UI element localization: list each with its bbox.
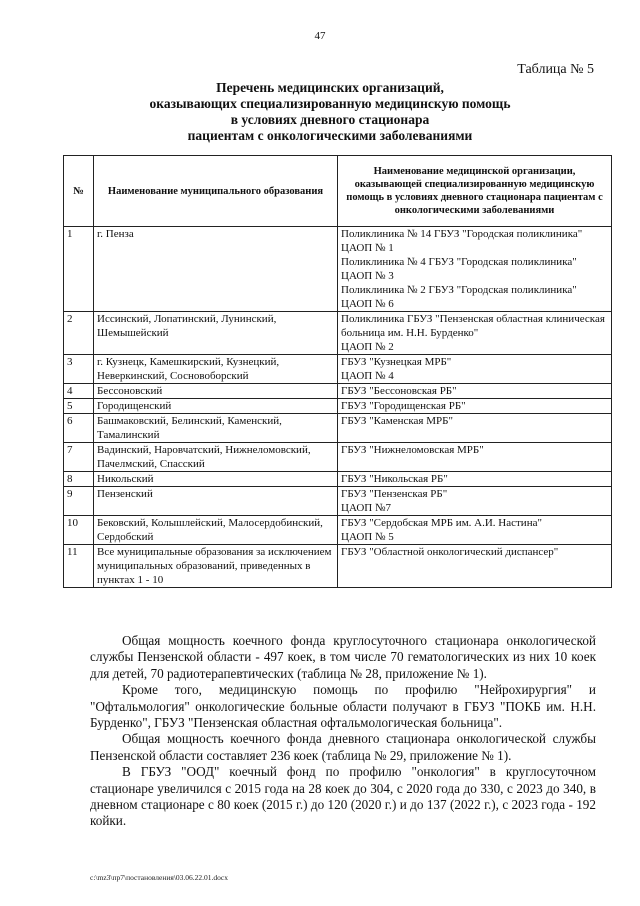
paragraph: В ГБУЗ "ООД" коечный фонд по профилю "онкология" в круглосуточном стационаре увеличился с 2015 года на 28 коек до 304, с 2020 года до 330, с 2023 до 340, в дневном стационаре с 80 коек (2015 г.) до 120 (2020 г.) и до 137 (2022 г.), с 2023 года - 192 койки. (90, 764, 596, 829)
row-number: 7 (64, 443, 94, 472)
organization-name: Поликлиника ГБУЗ "Пензенская областная клиническая больница им. Н.Н. Бурденко" (341, 313, 605, 339)
table-row (64, 399, 612, 414)
row-municipality: г. Пенза (94, 227, 338, 312)
organization-name: ГБУЗ "Каменская МРБ" (341, 415, 453, 427)
row-municipality: г. Кузнецк, Камешкирский, Кузнецкий, Неверкинский, Сосновоборский (94, 355, 338, 384)
row-municipality: Башмаковский, Белинский, Каменский, Тамалинский (94, 414, 338, 443)
document-title (90, 80, 570, 144)
organization-name: ГБУЗ "Кузнецкая МРБ" (341, 356, 452, 368)
row-number: 6 (64, 414, 94, 443)
row-municipality: Все муниципальные образования за исключением муниципальных образований, приведенных в пунктах 1 - 10 (94, 545, 338, 588)
row-organizations (338, 227, 612, 312)
organization-name: ЦАОП № 3 (341, 270, 394, 282)
row-number: 8 (64, 472, 94, 487)
table-row (64, 472, 612, 487)
page-number: 47 (314, 30, 326, 42)
organization-name: ЦАОП № 5 (341, 531, 394, 543)
table-label: Таблица № 5 (517, 62, 594, 77)
table-row (64, 312, 612, 355)
row-municipality: Бессоновский (94, 384, 338, 399)
organization-name: ГБУЗ "Никольская РБ" (341, 473, 448, 485)
title-line: оказывающих специализированную медицинскую помощь (149, 96, 511, 111)
paragraph: Общая мощность коечного фонда дневного стационара онкологической службы Пензенской области составляет 236 коек (таблица № 29, приложение № 1). (90, 731, 596, 763)
row-number: 11 (64, 545, 94, 588)
organization-name: ГБУЗ "Областной онкологический диспансер" (341, 546, 559, 558)
row-number: 10 (64, 516, 94, 545)
organization-name: Поликлиника № 2 ГБУЗ "Городская поликлиника" (341, 284, 577, 296)
organizations-table (63, 155, 612, 588)
table-row (64, 355, 612, 384)
row-number: 4 (64, 384, 94, 399)
row-number: 1 (64, 227, 94, 312)
organization-name: Поликлиника № 4 ГБУЗ "Городская поликлиника" (341, 256, 577, 268)
row-municipality: Бековский, Колышлейский, Малосердобинский, Сердобский (94, 516, 338, 545)
header-organization: Наименование медицинской организации, оказывающей специализированную медицинскую помощь в условиях дневного стационара пациентам с онкологическими заболеваниями (338, 156, 612, 227)
header-num: № (64, 156, 94, 227)
row-organizations (338, 443, 612, 472)
row-organizations (338, 384, 612, 399)
organization-name: ГБУЗ "Бессоновская РБ" (341, 385, 457, 397)
row-organizations (338, 472, 612, 487)
row-municipality: Иссинский, Лопатинский, Лунинский, Шемышейский (94, 312, 338, 355)
organization-name: Поликлиника № 14 ГБУЗ "Городская поликлиника" (341, 228, 583, 240)
row-organizations (338, 516, 612, 545)
row-organizations (338, 312, 612, 355)
organization-name: ГБУЗ "Городищенская РБ" (341, 400, 466, 412)
organization-name: ГБУЗ "Пензенская РБ" (341, 488, 448, 500)
organization-name: ГБУЗ "Сердобская МРБ им. А.И. Настина" (341, 517, 542, 529)
table-row (64, 227, 612, 312)
organization-name: ЦАОП № 4 (341, 370, 394, 382)
table-header-row (64, 156, 612, 227)
row-municipality: Вадинский, Наровчатский, Нижнеломовский, Пачелмский, Спасский (94, 443, 338, 472)
table-row (64, 516, 612, 545)
row-number: 3 (64, 355, 94, 384)
organization-name: ЦАОП №7 (341, 502, 391, 514)
row-organizations (338, 399, 612, 414)
row-number: 5 (64, 399, 94, 414)
table-row (64, 384, 612, 399)
body-text (90, 633, 596, 830)
table-row (64, 545, 612, 588)
organization-name: ЦАОП № 6 (341, 298, 394, 310)
title-line: Перечень медицинских организаций, (216, 80, 444, 95)
footer-file-path: c:\mz3\пр7\постановления\03.06.22.01.docx (90, 873, 228, 882)
row-organizations (338, 355, 612, 384)
row-number: 2 (64, 312, 94, 355)
row-organizations (338, 545, 612, 588)
title-line: в условиях дневного стационара (230, 112, 430, 127)
table-body (64, 227, 612, 588)
organization-name: ЦАОП № 1 (341, 242, 394, 254)
row-municipality: Никольский (94, 472, 338, 487)
row-organizations (338, 414, 612, 443)
header-municipality: Наименование муниципального образования (94, 156, 338, 227)
organization-name: ГБУЗ "Нижнеломовская МРБ" (341, 444, 484, 456)
row-municipality: Городищенский (94, 399, 338, 414)
organization-name: ЦАОП № 2 (341, 341, 394, 353)
row-number: 9 (64, 487, 94, 516)
table-row (64, 443, 612, 472)
row-organizations (338, 487, 612, 516)
table-row (64, 414, 612, 443)
row-municipality: Пензенский (94, 487, 338, 516)
paragraph: Кроме того, медицинскую помощь по профилю "Нейрохирургия" и "Офтальмология" онкологические больные области получают в ГБУЗ "ПОКБ им. Н.Н. Бурденко", ГБУЗ "Пензенская областная офтальмологическая больница". (90, 682, 596, 731)
title-line: пациентам с онкологическими заболеваниями (187, 128, 473, 143)
paragraph: Общая мощность коечного фонда круглосуточного стационара онкологической службы Пензенской области - 497 коек, в том числе 70 гематологических из них 10 коек для детей, 70 радиотерапевтических (таблица № 28, приложение № 1). (90, 633, 596, 681)
table-row (64, 487, 612, 516)
